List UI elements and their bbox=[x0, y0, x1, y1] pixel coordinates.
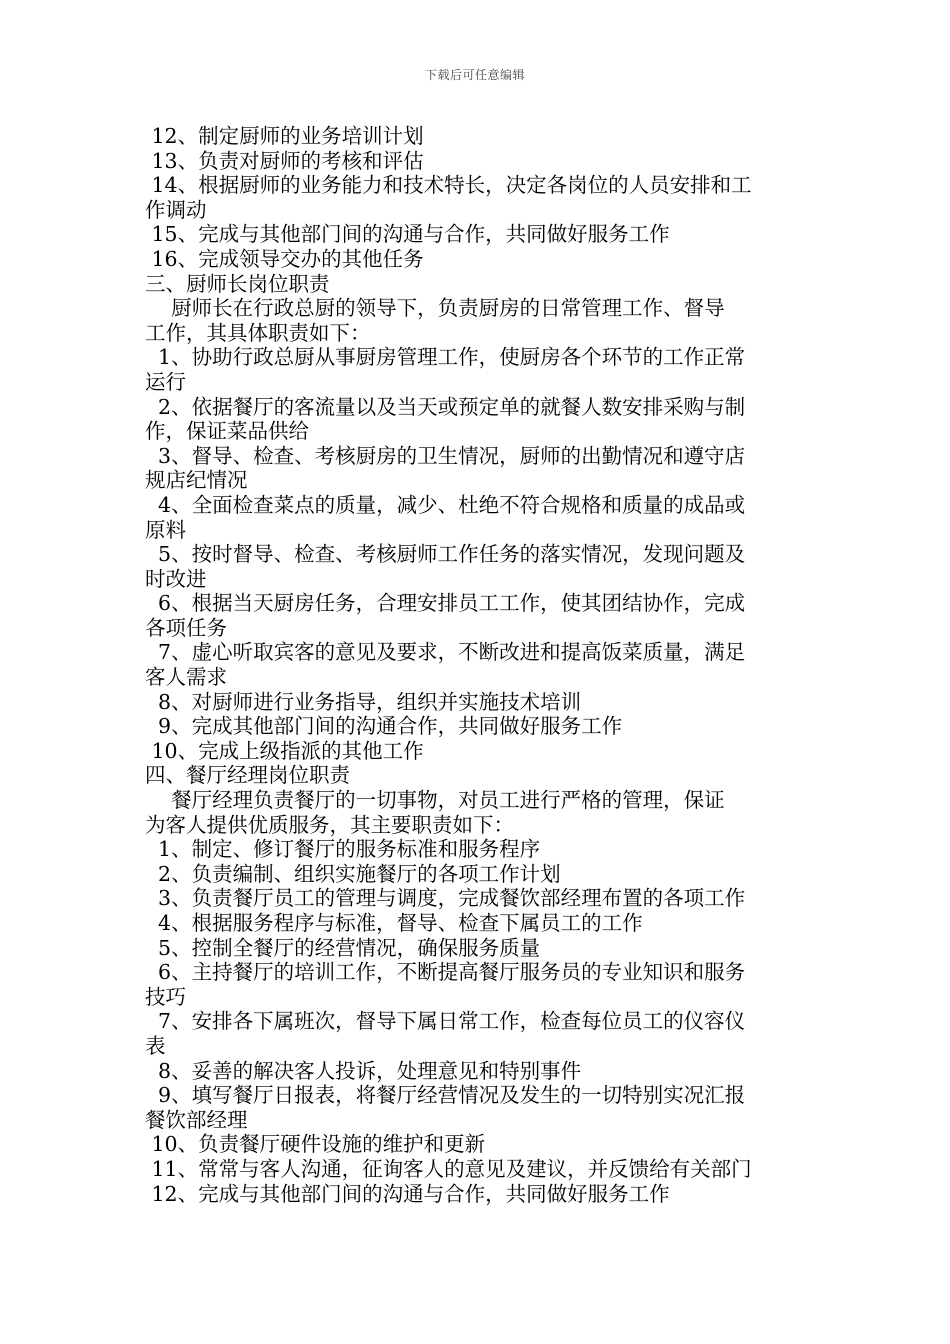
text-line: 12、制定厨师的业务培训计划 bbox=[145, 124, 424, 148]
text-line: 3、督导、检查、考核厨房的卫生情况，厨师的出勤情况和遵守店 bbox=[145, 443, 746, 468]
text-line: 1、协助行政总厨从事厨房管理工作，使厨房各个环节的工作正常 bbox=[145, 345, 746, 370]
text-line: 6、主持餐厅的培训工作，不断提高餐厅服务员的专业知识和服务 bbox=[145, 960, 746, 985]
page-header-note: 下载后可任意编辑 bbox=[424, 68, 525, 82]
section-heading: 三、厨师长岗位职责 bbox=[145, 271, 330, 296]
text-line: 5、按时督导、检查、考核厨师工作任务的落实情况，发现问题及 bbox=[145, 542, 746, 567]
text-line: 餐厅经理负责餐厅的一切事物，对员工进行严格的管理，保证 bbox=[145, 788, 725, 813]
text-line: 4、根据服务程序与标准，督导、检查下属员工的工作 bbox=[145, 911, 643, 935]
text-line: 5、控制全餐厅的经营情况，确保服务质量 bbox=[145, 935, 541, 960]
text-line: 16、完成领导交办的其他任务 bbox=[145, 246, 424, 271]
text-line: 时改进 bbox=[145, 566, 207, 591]
text-line: 13、负责对厨师的考核和评估 bbox=[145, 148, 424, 173]
text-line: 为客人提供优质服务，其主要职责如下： bbox=[145, 812, 514, 837]
text-line: 8、妥善的解决客人投诉，处理意见和特别事件 bbox=[145, 1058, 582, 1083]
text-line: 作，保证菜品供给 bbox=[145, 419, 309, 444]
text-line: 11、常常与客人沟通，征询客人的意见及建议，并反馈给有关部门 bbox=[145, 1156, 752, 1181]
text-line: 15、完成与其他部门间的沟通与合作，共同做好服务工作 bbox=[145, 222, 670, 247]
text-line: 技巧 bbox=[145, 984, 186, 1009]
text-line: 3、负责餐厅员工的管理与调度，完成餐饮部经理布置的各项工作 bbox=[145, 886, 746, 911]
text-line: 原料 bbox=[145, 517, 186, 542]
text-line: 各项任务 bbox=[145, 615, 227, 640]
text-line: 10、负责餐厅硬件设施的维护和更新 bbox=[145, 1132, 486, 1157]
text-line: 1、制定、修订餐厅的服务标准和服务程序 bbox=[145, 837, 541, 862]
text-line: 4、全面检查菜点的质量，减少、杜绝不符合规格和质量的成品或 bbox=[145, 492, 746, 517]
text-line: 客人需求 bbox=[145, 665, 227, 690]
text-line: 规店纪情况 bbox=[145, 468, 248, 493]
text-line: 14、根据厨师的业务能力和技术特长，决定各岗位的人员安排和工 bbox=[145, 173, 752, 198]
section-heading: 四、餐厅经理岗位职责 bbox=[145, 763, 350, 788]
text-line: 表 bbox=[145, 1033, 166, 1058]
text-line: 2、负责编制、组织实施餐厅的各项工作计划 bbox=[145, 861, 561, 886]
text-line: 厨师长在行政总厨的领导下，负责厨房的日常管理工作、督导 bbox=[145, 296, 725, 321]
text-line: 9、完成其他部门间的沟通合作，共同做好服务工作 bbox=[145, 714, 623, 739]
text-line: 8、对厨师进行业务指导，组织并实施技术培训 bbox=[145, 689, 582, 714]
text-line: 9、填写餐厅日报表，将餐厅经营情况及发生的一切特别实况汇报 bbox=[145, 1083, 746, 1108]
text-line: 餐饮部经理 bbox=[145, 1107, 248, 1132]
document-body bbox=[145, 124, 813, 1206]
text-line: 工作，其具体职责如下： bbox=[145, 320, 371, 345]
text-line: 作调动 bbox=[145, 197, 207, 222]
text-line: 7、虚心听取宾客的意见及要求，不断改进和提高饭菜质量，满足 bbox=[145, 640, 746, 665]
text-line: 运行 bbox=[145, 369, 186, 394]
text-line: 7、安排各下属班次，督导下属日常工作，检查每位员工的仪容仪 bbox=[145, 1009, 746, 1034]
text-line: 6、根据当天厨房任务，合理安排员工工作，使其团结协作，完成 bbox=[145, 591, 746, 616]
text-line: 2、依据餐厅的客流量以及当天或预定单的就餐人数安排采购与制 bbox=[145, 394, 746, 419]
text-line: 12、完成与其他部门间的沟通与合作，共同做好服务工作 bbox=[145, 1181, 670, 1206]
text-line: 10、完成上级指派的其他工作 bbox=[145, 738, 424, 763]
